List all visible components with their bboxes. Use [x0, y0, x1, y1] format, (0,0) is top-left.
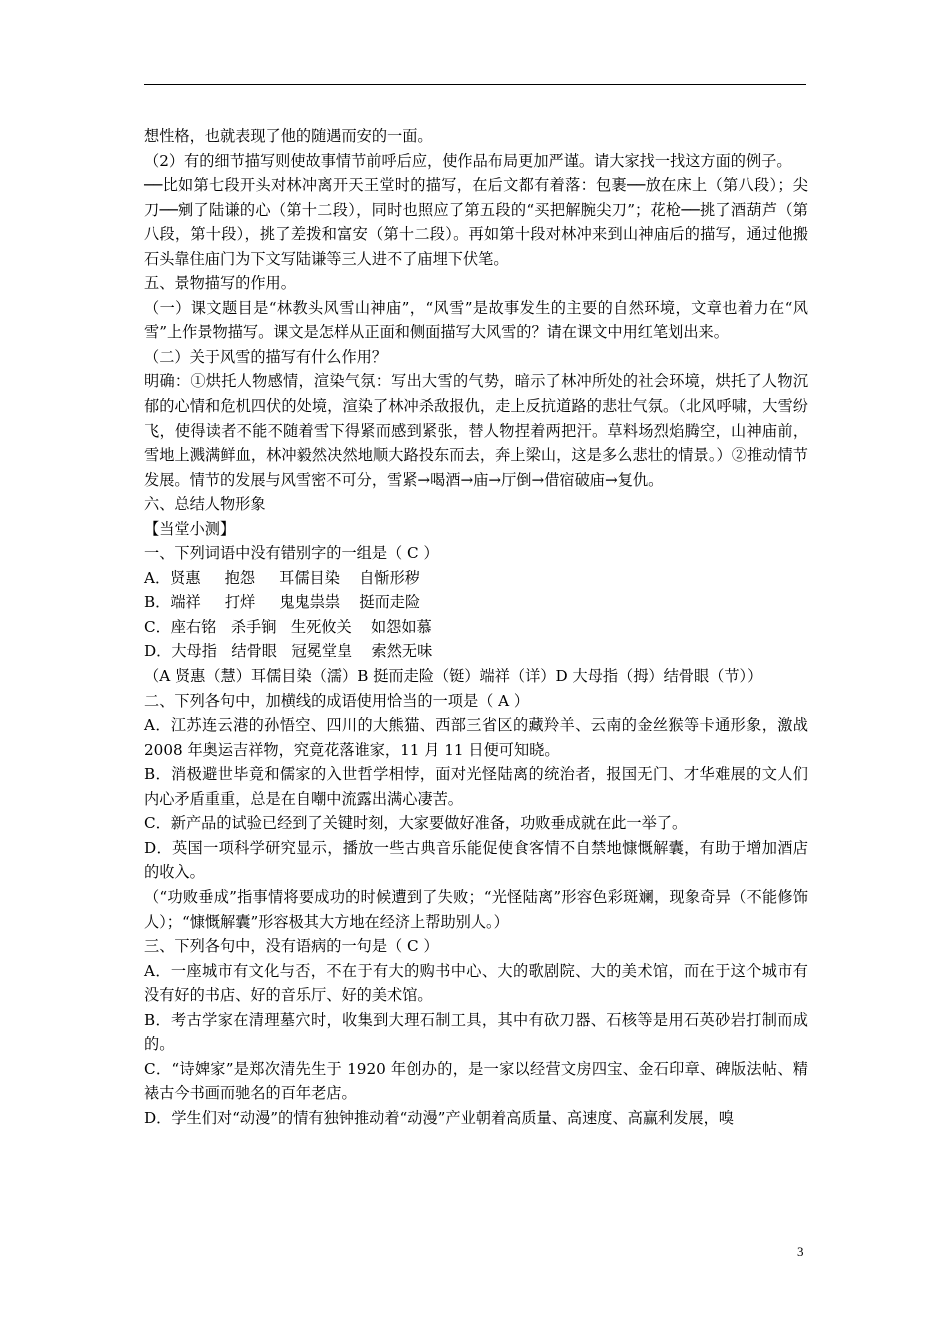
option: B．消极避世毕竟和儒家的入世哲学相悖，面对光怪陆离的统治者，报国无门、才华难展的文人们内心矛盾重重，总是在自嘲中流露出满心凄苦。	[144, 765, 808, 808]
option: C．“诗婢家”是郑次清先生于 1920 年创办的，是一家以经营文房四宝、金石印章、碑版法帖、精裱古今书画而驰名的百年老店。	[144, 1059, 808, 1103]
paragraph: （2）有的细节描写则使故事情节前呼后应，使作品布局更加严谨。请大家找一找这方面的例子。	[144, 151, 792, 170]
option: A．江苏连云港的孙悟空、四川的大熊猫、西部三省区的藏羚羊、云南的金丝猴等卡通形象，激战 2008 年奥运吉祥物，究竟花落谁家，11 月 11 日便可知晓。	[144, 716, 808, 759]
question: 三、下列各句中，没有语病的一句是（ C ）	[144, 937, 439, 956]
option: C．新产品的试验已经到了关键时刻，大家要做好准备，功败垂成就在此一举了。	[144, 814, 688, 833]
option: A．贤惠 抱怨 耳儒目染 自惭形秽	[144, 568, 420, 587]
paragraph: （二）关于风雪的描写有什么作用？	[144, 347, 387, 366]
paragraph: （一）课文题目是“林教头风雪山神庙”，“风雪”是故事发生的主要的自然环境，文章也着力在“风雪”上作景物描写。课文是怎样从正面和侧面描写大风雪的？请在课文中用红笔划出来。	[144, 298, 808, 342]
header-rule	[144, 84, 806, 85]
body-text	[144, 124, 808, 1130]
option: B．端祥 打烊 鬼鬼祟祟 挺而走险	[144, 593, 421, 612]
option: D．英国一项科学研究显示，播放一些古典音乐能促使食客情不自禁地慷慨解囊，有助于增加酒店的收入。	[144, 838, 808, 882]
paragraph: ──比如第七段开头对林冲离开天王堂时的描写，在后文都有着落：包裹──放在床上（第八段）；尖刀──剜了陆谦的心（第十二段），同时也照应了第五段的“买把解腕尖刀”；花枪──挑了酒葫芦（第八段，第十段），挑了差拨和富安（第十二段）。再如第十段对林冲来到山神庙后的描写，通过他搬石头靠住庙门为下文写陆谦等三人进不了庙埋下伏笔。	[144, 176, 808, 268]
option: C．座右铭 杀手锏 生死攸关 如怨如慕	[144, 617, 432, 636]
paragraph: 想性格，也就表现了他的随遇而安的一面。	[144, 127, 433, 145]
page-number: 3	[797, 1244, 804, 1259]
question: 一、下列词语中没有错别字的一组是（ C ）	[144, 544, 439, 563]
section-heading: 【当堂小测】	[144, 519, 236, 538]
answer-note: （A 贤惠（慧）耳儒目染（濡）B 挺而走险（铤）端祥（详）D 大母指（拇）结骨眼（节））	[144, 667, 763, 686]
question: 二、下列各句中，加横线的成语使用恰当的一项是（ A ）	[144, 691, 530, 710]
option: B．考古学家在清理墓穴时，收集到大理石制工具，其中有砍刀器、石核等是用石英砂岩打制而成的。	[144, 1010, 808, 1054]
answer-note: （“功败垂成”指事情将要成功的时候遭到了失败；“光怪陆离”形容色彩斑斓，现象奇异（不能修饰人）；“慷慨解囊”形容极其大方地在经济上帮助别人。）	[144, 887, 808, 931]
paragraph: 明确：①烘托人物感情，渲染气氛：写出大雪的气势，暗示了林冲所处的社会环境，烘托了人物沉郁的心情和危机四伏的处境，渲染了林冲杀敌报仇，走上反抗道路的悲壮气氛。（北风呼啸，大雪纷飞，使得读者不能不随着雪下得紧而感到紧张，替人物捏着两把汗。草料场烈焰腾空，山神庙前，雪地上溅满鲜血，林冲毅然决然地顺大路投东而去，奔上梁山，这是多么悲壮的情景。）②推动情节发展。情节的发展与风雪密不可分，雪紧→喝酒→庙→厅倒→借宿破庙→复仇。	[144, 372, 808, 489]
option: D．大母指 结骨眼 冠冕堂皇 索然无味	[144, 642, 433, 661]
section-heading: 五、景物描写的作用。	[144, 274, 296, 293]
option: D．学生们对“动漫”的情有独钟推动着“动漫”产业朝着高质量、高速度、高赢利发展，嗅	[144, 1108, 734, 1127]
option: A．一座城市有文化与否，不在于有大的购书中心、大的歌剧院、大的美术馆，而在于这个城市有没有好的书店、好的音乐厅、好的美术馆。	[144, 961, 808, 1005]
section-heading: 六、总结人物形象	[144, 495, 266, 514]
